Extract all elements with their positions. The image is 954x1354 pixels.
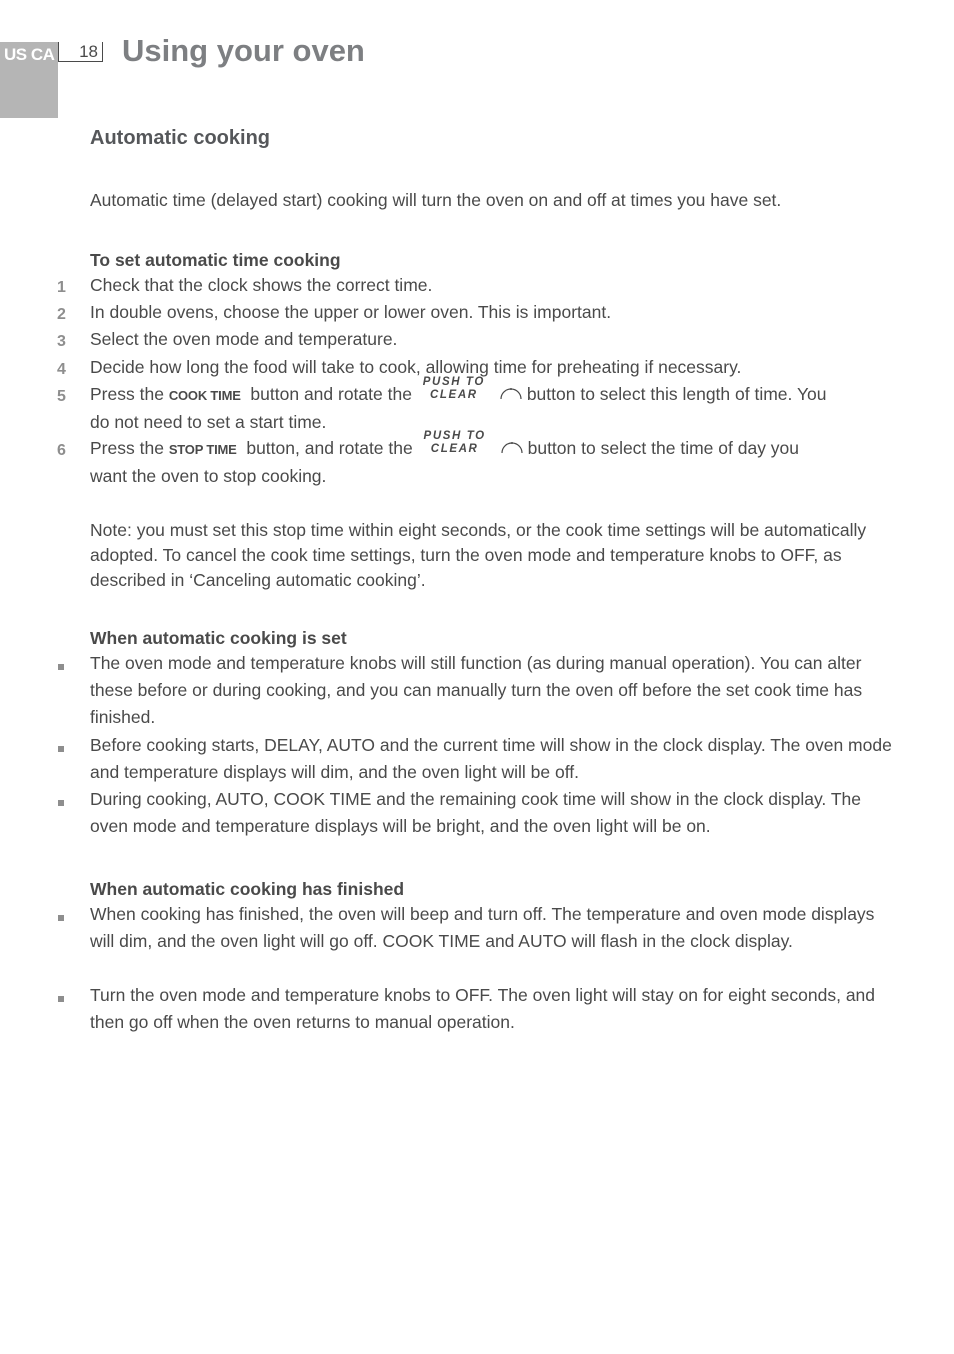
step-number: 4 (57, 361, 66, 378)
step-text-mid: button, and rotate the (246, 438, 413, 458)
page-number: 18 (58, 42, 103, 62)
when-finished-heading: When automatic cooking has finished (90, 879, 405, 899)
step-text: In double ovens, choose the upper or lower oven. This is important. (90, 302, 612, 322)
region-label: US CA (4, 45, 55, 64)
page-title: Using your oven (122, 33, 365, 68)
square-bullet-icon (58, 746, 64, 752)
square-bullet-icon (58, 915, 64, 921)
list-item-text: The oven mode and temperature knobs will still function (as during manual operation). You can alter these before or during cooking, and you can manually turn the oven off before the set cook time has finished. (90, 653, 863, 727)
when-set-heading: When automatic cooking is set (90, 628, 347, 648)
push-to-clear-label: PUSH TO CLEAR (422, 376, 485, 402)
step-text-post: button to select the time of day you (527, 438, 800, 458)
section-heading: Automatic cooking (90, 127, 271, 149)
step-text (90, 376, 902, 436)
step-number: 6 (57, 442, 66, 459)
square-bullet-icon (58, 800, 64, 806)
step-number: 3 (57, 333, 66, 350)
intro-paragraph: Automatic time (delayed start) cooking will turn the oven on and off at times you have set. (90, 190, 782, 210)
list-item-text: When cooking has finished, the oven will beep and turn off. The temperature and oven mode displays will dim, and the oven light will go off. COOK TIME and AUTO will flash in the clock display. (90, 904, 875, 951)
knob-arc-icon (499, 386, 523, 400)
knob-arc-icon (500, 440, 524, 454)
push-to-clear-label: PUSH TO CLEAR (423, 430, 486, 456)
stop-time-button-label: STOP TIME (168, 442, 237, 457)
step-text-pre: Press the (90, 438, 164, 458)
step-number: 2 (57, 306, 66, 323)
step-text: Decide how long the food will take to cook, allowing time for preheating if necessary. (90, 357, 742, 377)
square-bullet-icon (58, 664, 64, 670)
step-text-post-continued: want the oven to stop cooking. (90, 466, 327, 486)
step-text: Check that the clock shows the correct time. (90, 275, 433, 295)
list-item-text: Turn the oven mode and temperature knobs to OFF. The oven light will stay on for eight seconds, and then go off when the oven returns to manual operation. (90, 985, 876, 1032)
list-item-text: Before cooking starts, DELAY, AUTO and the current time will show in the clock display. The oven mode and temperature displays will dim, and the oven light will be off. (90, 735, 892, 782)
note-paragraph: Note: you must set this stop time within eight seconds, or the cook time settings will be automatically adopted. To cancel the cook time settings, turn the oven mode and temperature knobs to OFF, as described in ‘Canceling automatic cooking’. (90, 520, 867, 590)
step-text: Select the oven mode and temperature. (90, 329, 398, 349)
step-text-mid: button and rotate the (250, 384, 412, 404)
step-text-post-continued: do not need to set a start time. (90, 412, 327, 432)
step-number: 1 (57, 279, 66, 296)
step-text (90, 430, 902, 490)
list-item-text: During cooking, AUTO, COOK TIME and the remaining cook time will show in the clock display. The oven mode and temperature displays will be bright, and the oven light will be on. (90, 789, 861, 836)
cook-time-button-label: COOK TIME (168, 388, 241, 403)
step-number: 5 (57, 388, 66, 405)
step-text-post: button to select this length of time. You (526, 384, 827, 404)
step-text-pre: Press the (90, 384, 164, 404)
procedure-heading: To set automatic time cooking (90, 250, 341, 270)
square-bullet-icon (58, 996, 64, 1002)
